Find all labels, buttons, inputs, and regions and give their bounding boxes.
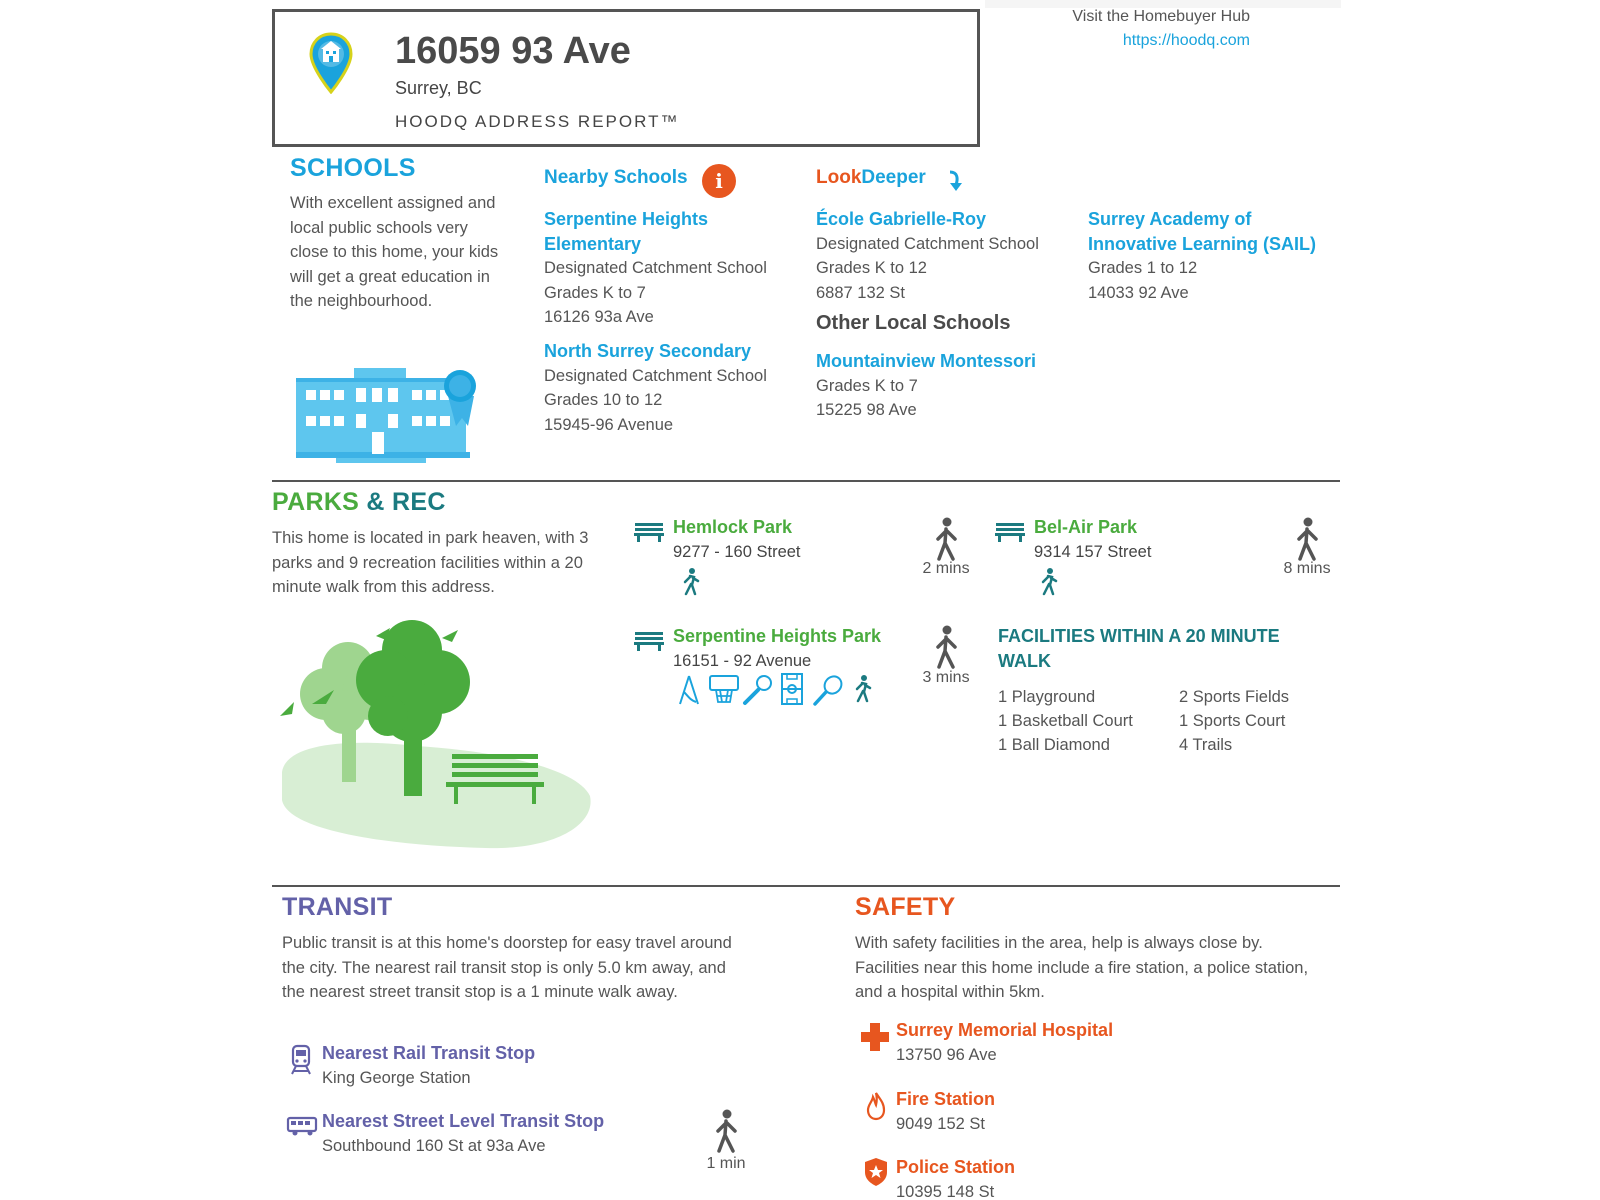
sports-field-icon (780, 672, 804, 706)
park-address: 9314 157 Street (1034, 542, 1152, 561)
fire-icon (866, 1091, 886, 1121)
school-name-link[interactable]: Mountainview Montessori (816, 351, 1037, 371)
walking-person-icon (712, 1109, 740, 1153)
park-address: 16151 - 92 Avenue (673, 651, 812, 670)
section-divider (272, 885, 1340, 887)
school-type: Designated Catchment School (816, 234, 1039, 253)
school-card (544, 207, 804, 330)
street-transit-label: Nearest Street Level Transit Stop (322, 1111, 605, 1131)
map-pin-icon (309, 32, 353, 94)
homebuyer-hub (1000, 8, 1250, 50)
walk-time: 1 min (706, 1155, 746, 1172)
parks-description: This home is located in park heaven, with 3 parks and 9 recreation facilities within a 20 minute walk from this address. (272, 529, 589, 596)
school-address: 15945-96 Avenue (544, 415, 674, 434)
school-address: 6887 132 St (816, 283, 905, 302)
school-name-link[interactable]: Surrey Academy of Innovative Learning (SAIL) (1088, 209, 1317, 254)
walk-time: 2 mins (922, 560, 970, 577)
safety-item (896, 1087, 995, 1136)
park-bench-icon (995, 521, 1025, 543)
school-card (816, 349, 1076, 423)
facility-item: 1 Playground (998, 688, 1096, 706)
playground-icon (676, 674, 702, 706)
street-transit-value: Southbound 160 St at 93a Ave (322, 1136, 546, 1155)
info-icon[interactable]: i (702, 164, 736, 198)
school-name-link[interactable]: École Gabrielle-Roy (816, 209, 987, 229)
parks-heading-part-2: & REC (366, 488, 446, 516)
basketball-icon (708, 674, 740, 706)
parks-heading-part-1: PARKS (272, 488, 360, 516)
arrow-down-icon (946, 169, 964, 193)
rail-transit-value: King George Station (322, 1068, 471, 1087)
school-card (816, 207, 1076, 305)
city-label: Surrey, BC (395, 78, 482, 98)
schools-description: With excellent assigned and local public schools very close to this home, your kids will get a great education in the neighbourhood. (290, 194, 499, 310)
address-header (272, 9, 980, 147)
walk-time: 3 mins (922, 669, 970, 686)
police-badge-icon (863, 1157, 889, 1187)
school-name-link[interactable]: Serpentine Heights Elementary (544, 209, 709, 254)
hub-text: Visit the Homebuyer Hub (1072, 8, 1250, 25)
nearby-schools-heading: Nearby Schools (544, 167, 688, 188)
look-deeper-heading (816, 167, 926, 189)
facilities-heading: FACILITIES WITHIN A 20 MINUTE WALK (998, 626, 1280, 671)
park-name-link[interactable]: Bel-Air Park (1034, 517, 1138, 537)
safety-item (896, 1018, 1113, 1067)
schools-heading: SCHOOLS (290, 154, 416, 182)
walk-time: 8 mins (1283, 560, 1331, 577)
school-grades: Grades K to 7 (544, 283, 646, 302)
safety-heading: SAFETY (855, 893, 956, 921)
bus-icon (286, 1115, 318, 1137)
park-address: 9277 - 160 Street (673, 542, 801, 561)
train-icon (290, 1044, 312, 1076)
safety-name-link[interactable]: Police Station (896, 1157, 1016, 1177)
park-trees-icon (276, 620, 596, 860)
report-title: HOODQ ADDRESS REPORT™ (395, 112, 680, 131)
school-grades: Grades 10 to 12 (544, 391, 663, 409)
school-address: 16126 93a Ave (544, 308, 654, 326)
sports-court-icon (812, 674, 844, 706)
look-deeper-part-2: Deeper (861, 167, 926, 188)
school-grades: Grades K to 12 (816, 259, 927, 277)
ball-diamond-icon (742, 674, 774, 706)
facility-item: 1 Ball Diamond (998, 736, 1110, 754)
safety-name-link[interactable]: Fire Station (896, 1089, 996, 1109)
rail-transit-label: Nearest Rail Transit Stop (322, 1043, 536, 1063)
safety-name-link[interactable]: Surrey Memorial Hospital (896, 1020, 1114, 1040)
safety-address: 10395 148 St (896, 1182, 995, 1200)
park-item (1034, 515, 1151, 564)
street-transit-stop (322, 1109, 604, 1158)
safety-description: With safety facilities in the area, help is always close by. Facilities near this home include a fire station, a police station, and a hospital within 5km. (855, 934, 1309, 1001)
walking-person-icon (1293, 517, 1321, 561)
walking-person-icon (932, 625, 960, 669)
rail-transit-stop (322, 1041, 535, 1090)
trail-runner-icon (1038, 568, 1058, 596)
hub-link[interactable]: https://hoodq.com (1122, 32, 1250, 49)
school-grades: Grades 1 to 12 (1088, 259, 1198, 277)
transit-heading: TRANSIT (282, 893, 393, 921)
facility-item: 1 Sports Court (1179, 712, 1286, 730)
school-address: 15225 98 Ave (816, 401, 917, 419)
section-divider (272, 480, 1340, 482)
other-schools-heading: Other Local Schools (816, 312, 1011, 334)
park-item (673, 515, 801, 564)
walking-person-icon (932, 517, 960, 561)
hospital-cross-icon (860, 1022, 890, 1052)
school-type: Designated Catchment School (544, 259, 767, 277)
parks-heading (272, 488, 446, 517)
park-name-link[interactable]: Hemlock Park (673, 517, 793, 537)
facility-item: 1 Basketball Court (998, 712, 1133, 730)
facility-item: 2 Sports Fields (1179, 688, 1290, 706)
school-card (544, 339, 804, 437)
school-address: 14033 92 Ave (1088, 283, 1189, 302)
look-deeper-part-1: Look (816, 167, 862, 188)
safety-item (896, 1155, 1015, 1200)
hub-band (985, 0, 1341, 8)
school-type: Designated Catchment School (544, 366, 767, 385)
school-name-link[interactable]: North Surrey Secondary (544, 341, 752, 361)
park-bench-icon (634, 521, 664, 543)
safety-address: 9049 152 St (896, 1114, 985, 1133)
school-card (1088, 207, 1340, 305)
facility-item: 4 Trails (1179, 736, 1233, 754)
park-name-link[interactable]: Serpentine Heights Park (673, 626, 882, 646)
trail-runner-icon (680, 568, 700, 596)
transit-description: Public transit is at this home's doorstep for easy travel around the city. The nearest rail transit stop is only 5.0 km away, and the nearest street transit stop is a 1 minute walk away. (282, 934, 732, 1001)
school-building-icon (296, 366, 480, 464)
safety-address: 13750 96 Ave (896, 1045, 997, 1064)
address-title: 16059 93 Ave (395, 30, 631, 72)
school-grades: Grades K to 7 (816, 376, 918, 395)
park-item (673, 624, 881, 673)
trail-runner-icon (852, 674, 872, 704)
park-bench-icon (634, 630, 664, 652)
